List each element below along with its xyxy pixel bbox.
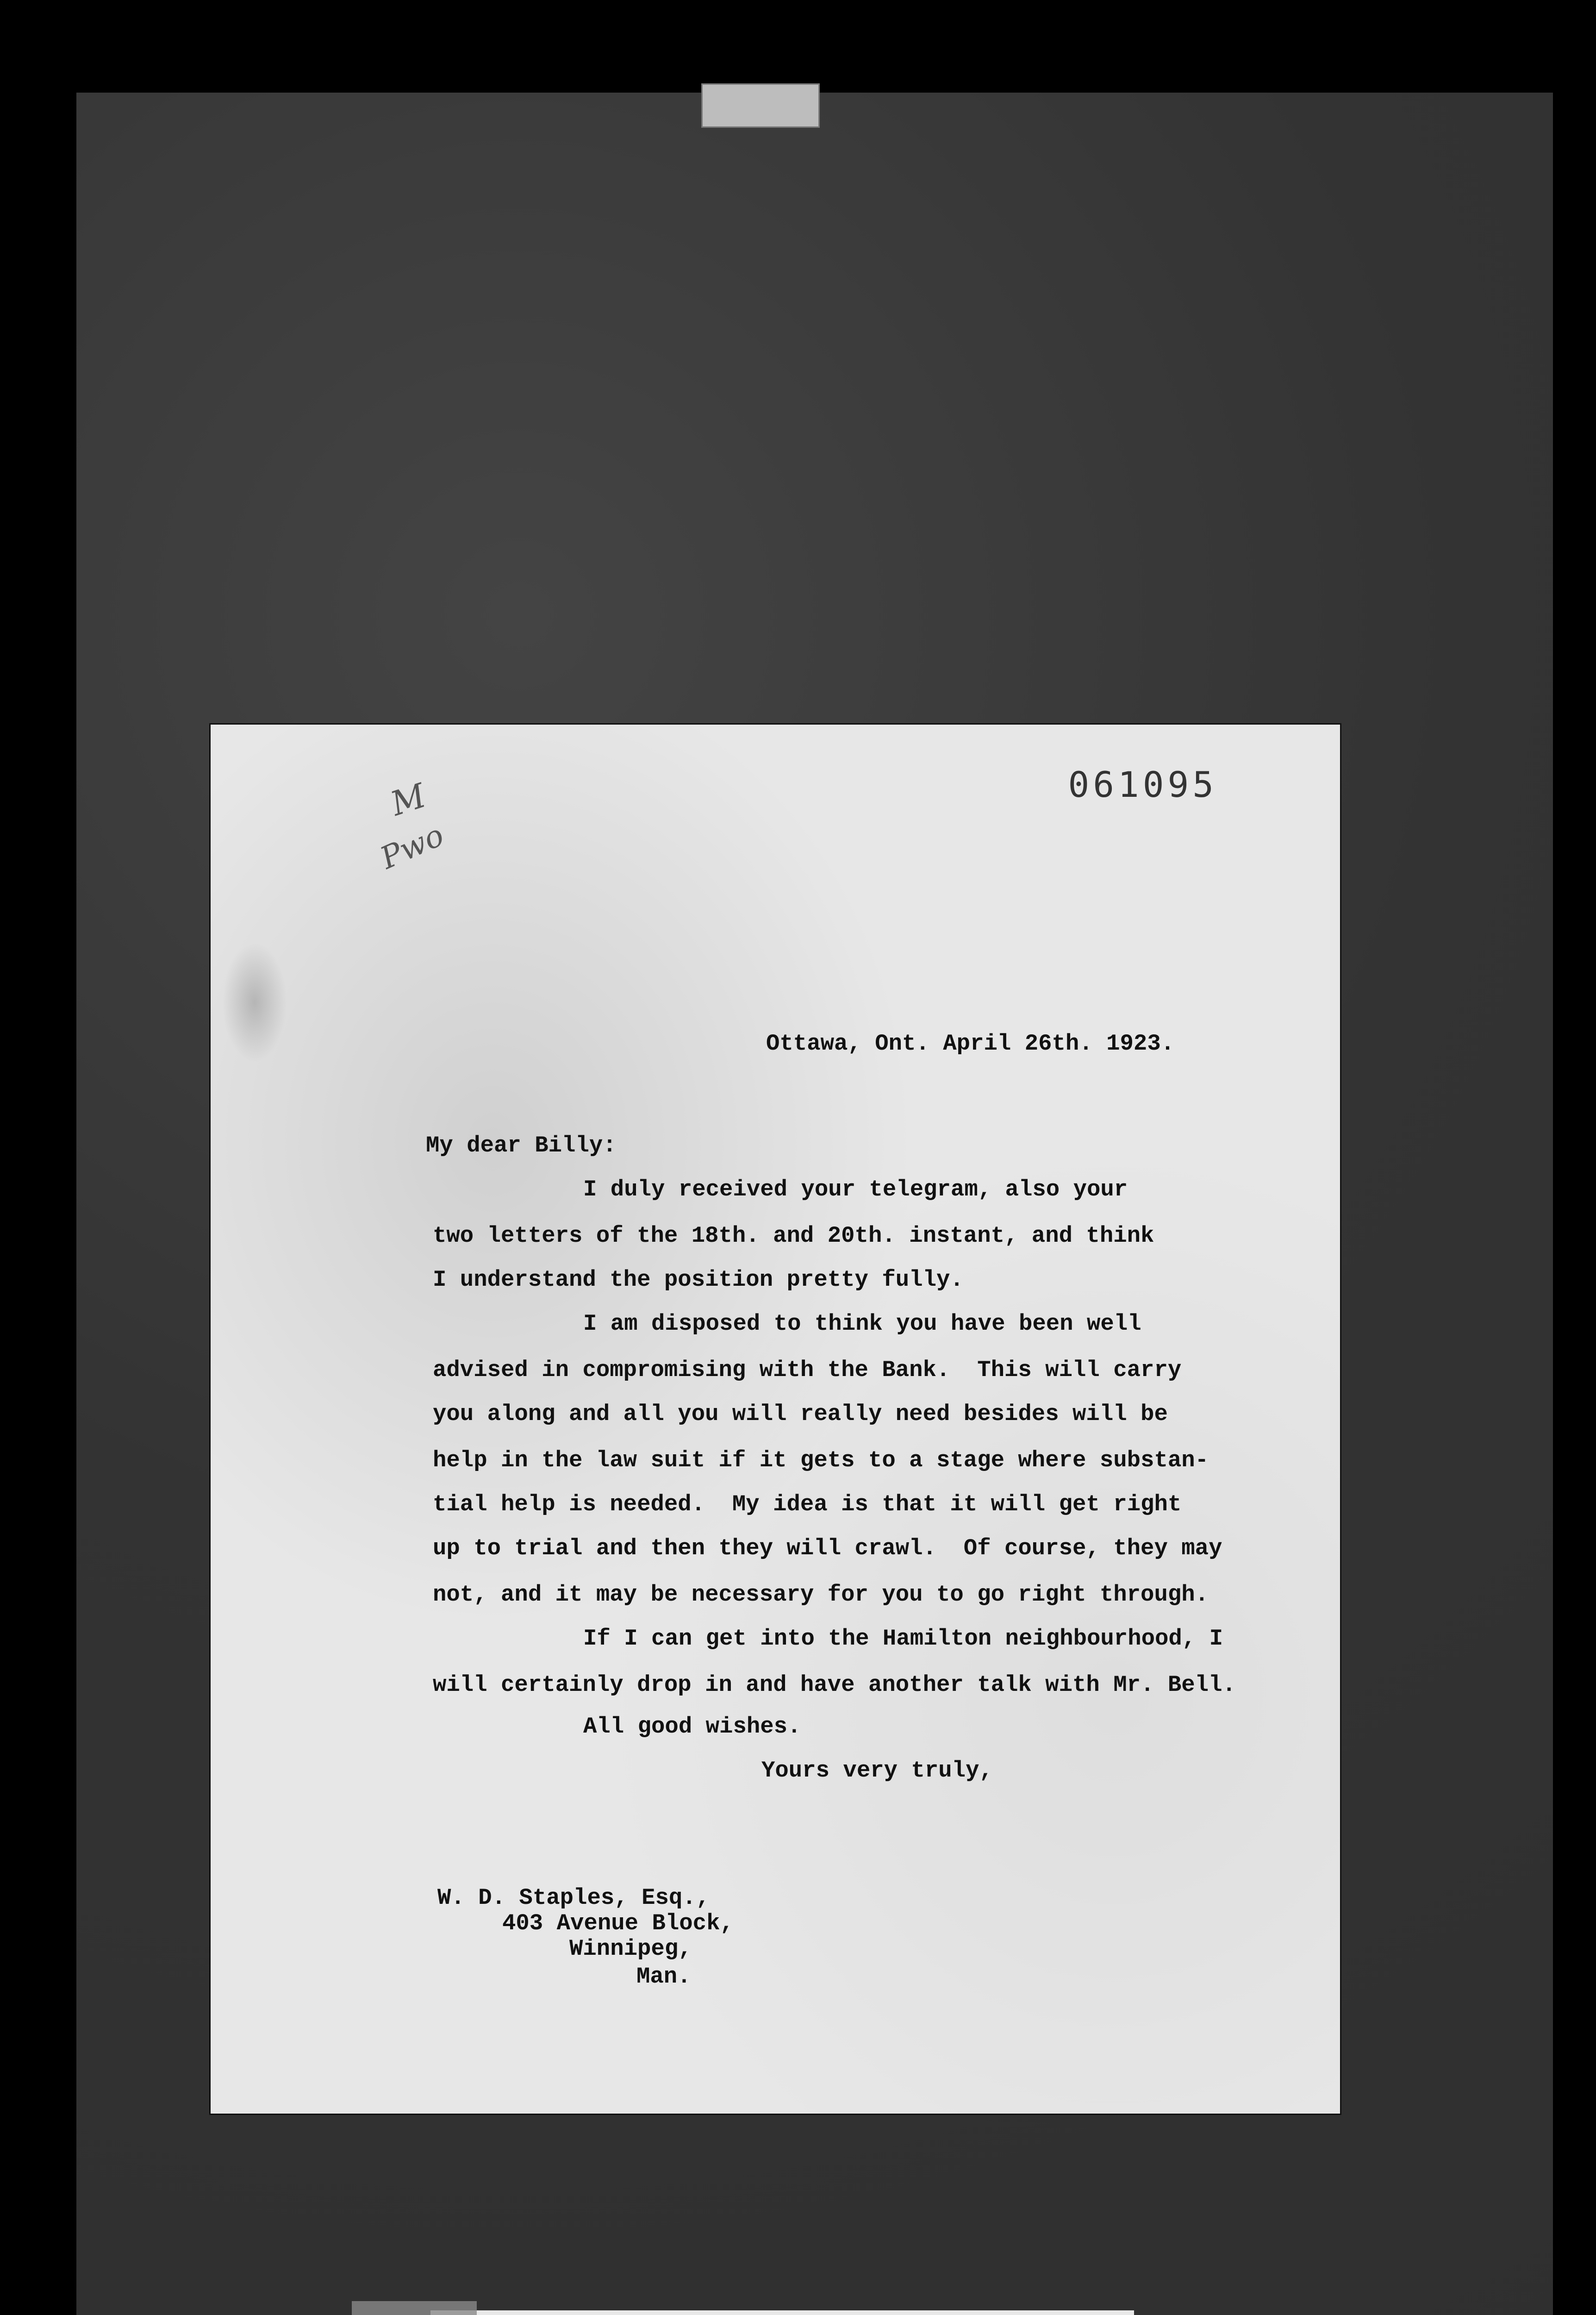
letter-sheet bbox=[211, 725, 1340, 2114]
body-line: I understand the position pretty fully. bbox=[433, 1267, 964, 1293]
smudge-mark bbox=[222, 942, 287, 1063]
body-line: will certainly drop in and have another talk with Mr. Bell. bbox=[433, 1672, 1236, 1698]
body-line: If I can get into the Hamilton neighbourhood, I bbox=[583, 1626, 1223, 1652]
body-line: help in the law suit if it gets to a stage where substan- bbox=[433, 1447, 1209, 1473]
handwritten-mark: M bbox=[386, 776, 430, 824]
series-label bbox=[430, 2310, 1134, 2315]
body-line: I duly received your telegram, also your bbox=[583, 1176, 1128, 1202]
body-line: I am disposed to think you have been well bbox=[583, 1311, 1141, 1337]
salutation: My dear Billy: bbox=[426, 1132, 617, 1158]
document-number: 061095 bbox=[1068, 764, 1217, 805]
body-line: up to trial and then they will crawl. Of course, they may bbox=[433, 1535, 1222, 1561]
dateline: Ottawa, Ont. April 26th. 1923. bbox=[766, 1031, 1175, 1057]
body-line: you along and all you will really need besides will be bbox=[433, 1401, 1168, 1427]
tape-strip bbox=[352, 2301, 477, 2315]
address-line: W. D. Staples, Esq., bbox=[437, 1885, 710, 1911]
body-line: All good wishes. bbox=[583, 1714, 801, 1739]
handwritten-note: Pwo bbox=[375, 817, 449, 876]
closing: Yours very truly, bbox=[761, 1758, 993, 1783]
body-line: tial help is needed. My idea is that it will get right bbox=[433, 1491, 1182, 1517]
body-line: advised in compromising with the Bank. This will carry bbox=[433, 1357, 1182, 1383]
address-line: Man. bbox=[636, 1964, 691, 1990]
top-tab bbox=[701, 83, 820, 128]
address-line: Winnipeg, bbox=[569, 1936, 692, 1962]
body-line: two letters of the 18th. and 20th. instant, and think bbox=[433, 1223, 1154, 1249]
body-line: not, and it may be necessary for you to go right through. bbox=[433, 1582, 1209, 1608]
address-line: 403 Avenue Block, bbox=[502, 1910, 734, 1936]
